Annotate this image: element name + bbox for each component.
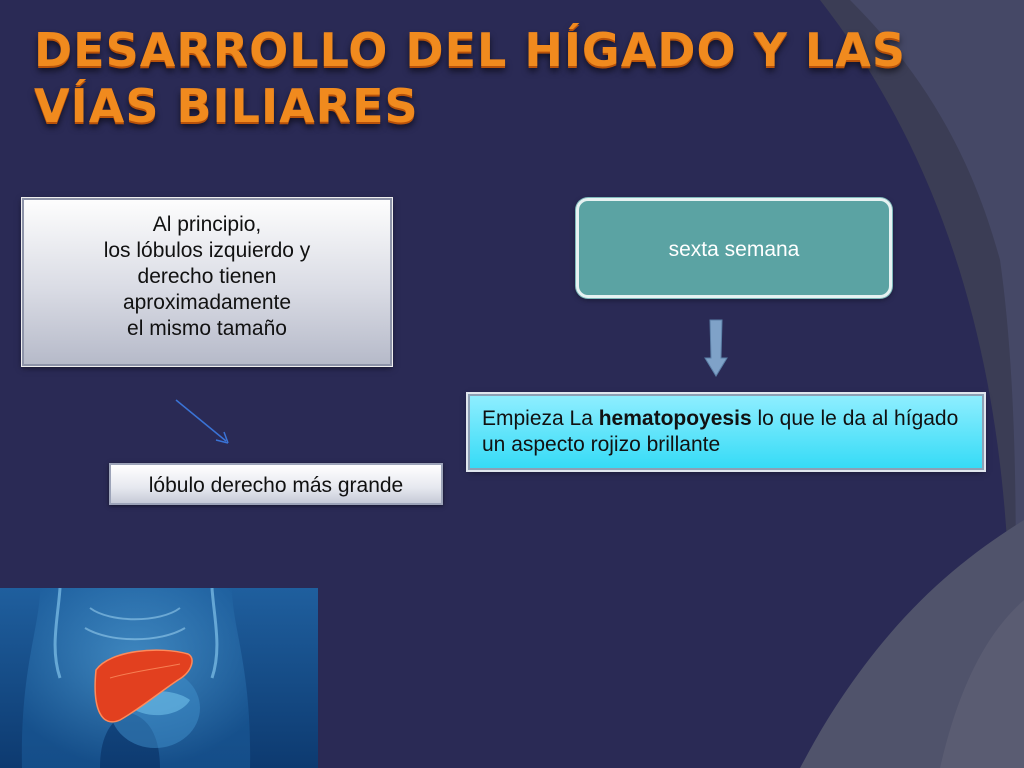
hema-suffix: lo que le da al hígado un aspecto rojizo brillante	[482, 407, 959, 456]
box-line-1: Al principio,	[152, 213, 262, 236]
hema-prefix: Empieza La	[482, 407, 599, 430]
hema-bold: hematopoyesis	[598, 407, 752, 430]
box-line-3: derecho tienen	[137, 265, 277, 288]
info-box-lobulo-derecho: lóbulo derecho más grande	[109, 463, 443, 505]
info-box-hematopoyesis	[468, 394, 984, 470]
box-line-2: los lóbulos izquierdo y	[103, 239, 311, 262]
liver-anatomy-image	[0, 588, 318, 768]
box-line-4: aproximadamente	[122, 291, 292, 314]
info-box-sexta-semana: sexta semana	[576, 198, 892, 298]
info-box-lobulos	[22, 198, 392, 366]
slide-title: DESARROLLO DEL HÍGADO Y LAS VÍAS BILIARES	[34, 23, 906, 133]
box-line-5: el mismo tamaño	[127, 317, 287, 340]
